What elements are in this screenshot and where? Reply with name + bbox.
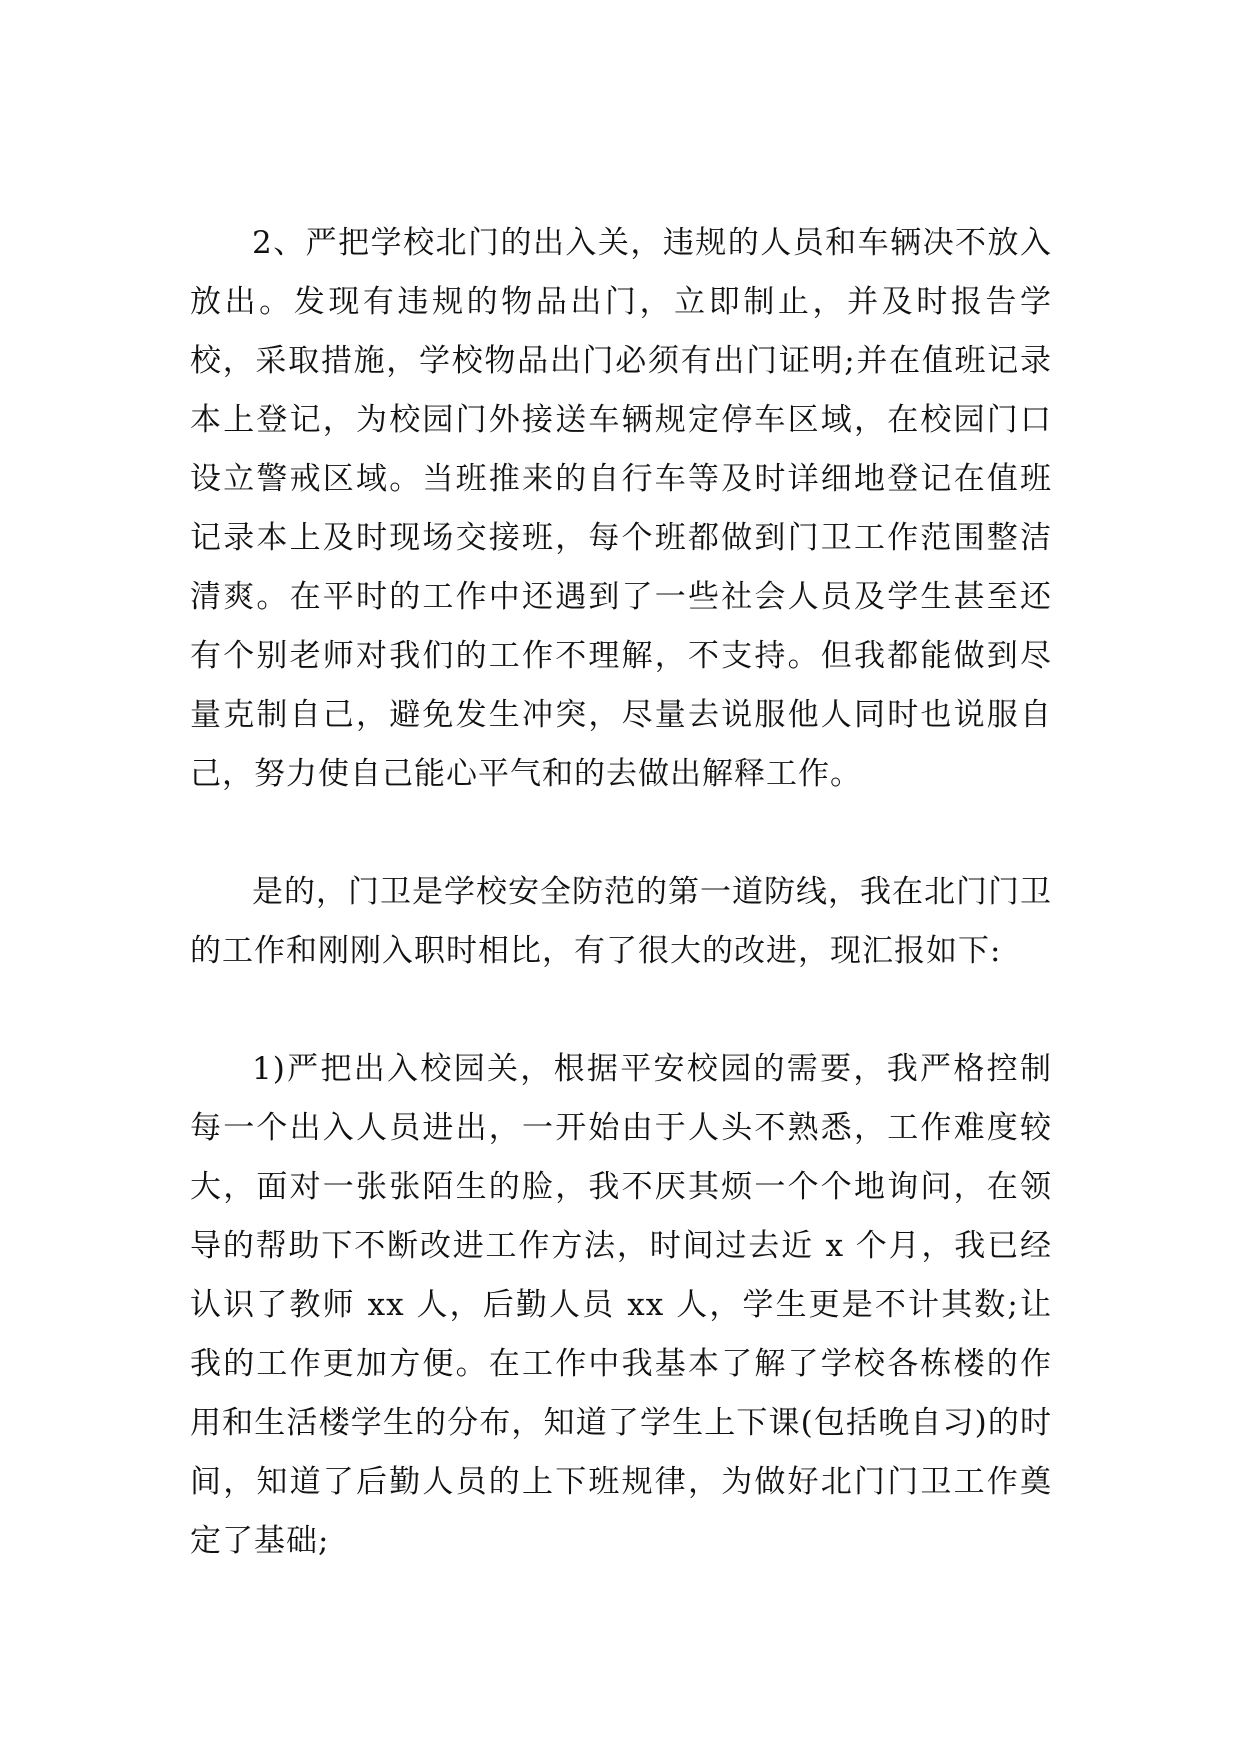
paragraph-spacer	[190, 981, 1052, 1040]
paragraph-north-gate-control: 2、严把学校北门的出入关，违规的人员和车辆决不放入放出。发现有违规的物品出门，立即制止，并及时报告学校，采取措施，学校物品出门必须有出门证明;并在值班记录本上登记，为校园门外接送车辆规定停车区域，在校园门口设立警戒区域。当班推来的自行车等及时详细地登记在值班记录本上及时现场交接班，每个班都做到门卫工作范围整洁清爽。在平时的工作中还遇到了一些社会人员及学生甚至还有个别老师对我们的工作不理解，不支持。但我都能做到尽量克制自己，避免发生冲突，尽量去说服他人同时也说服自己，努力使自己能心平气和的去做出解释工作。	[190, 225, 1052, 792]
paragraph-entry-control: 1)严把出入校园关，根据平安校园的需要，我严格控制每一个出入人员进出，一开始由于人头不熟悉，工作难度较大，面对一张张陌生的脸，我不厌其烦一个个地询问，在领导的帮助下不断改进工作方法，时间过去近 x 个月，我已经认识了教师 xx 人，后勤人员 xx 人，学生更是不计其数;让我的工作更加方便。在工作中我基本了解了学校各栋楼的作用和生活楼学生的分布，知道了学生上下课(包括晚自习)的时间，知道了后勤人员的上下班规律，为做好北门门卫工作奠定了基础;	[190, 1051, 1052, 1559]
paragraph-spacer	[190, 804, 1052, 863]
document-body	[190, 214, 1052, 1571]
paragraph-report-intro: 是的，门卫是学校安全防范的第一道防线，我在北门门卫的工作和刚刚入职时相比，有了很大的改进，现汇报如下:	[190, 874, 1052, 969]
